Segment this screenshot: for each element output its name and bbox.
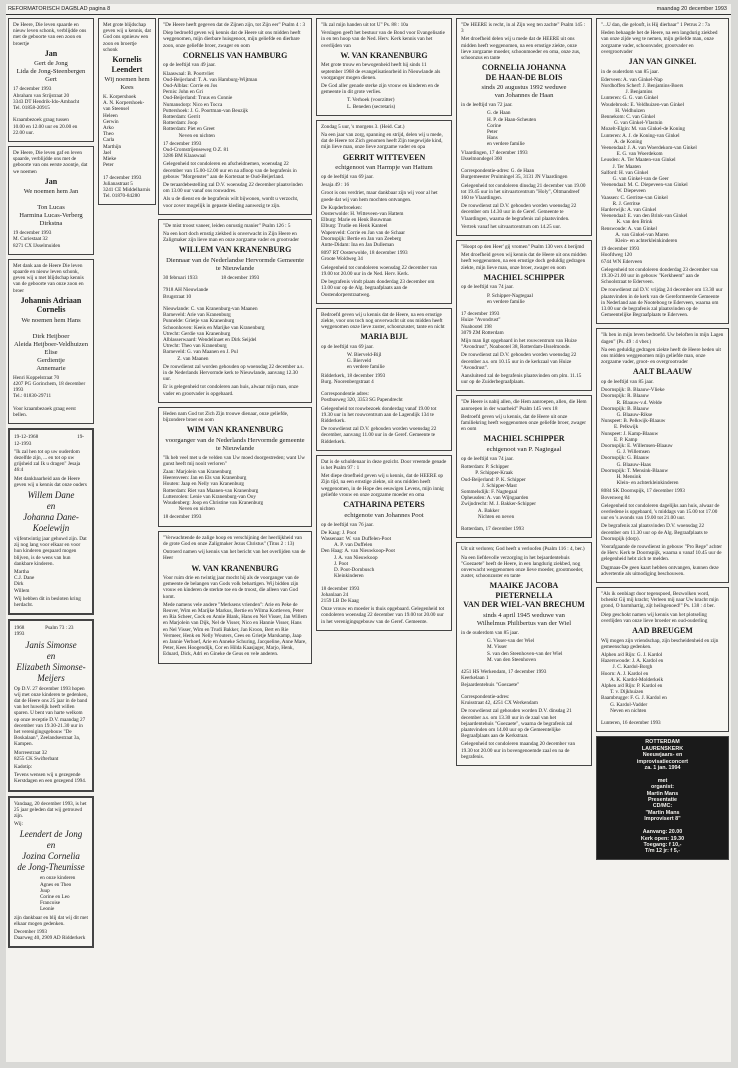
announcement-text: ROTTERDAM LAURENSKERK Neeuwjaars- en improvisatieconcert za. 1 jan. 1994 met organist: Martin Mans Presentatie CD/MC: "Martin Mans Improvisert 8" Aanvang: 20.00 Kerk open: 19.30 Toegang: f 10,- T/m 12 jr: f 5,- bbox=[636, 739, 689, 855]
column-6 bbox=[596, 18, 729, 1056]
announcement-text: echtgenote van Johannes Poot bbox=[344, 511, 424, 519]
column-2 bbox=[98, 18, 156, 1056]
announcement-text: Bedroefd geven wij u kennis dat de Heere, na een ernstige ziekte, voor ons toch nog onverwacht uit ons midden heeft weggenomen onze lieve zuster, schoonzuster, tante en nicht bbox=[321, 311, 445, 331]
announcement-text: Vlaardingen, 17 december 1993 IJsselmondegel 360 Correspondentie-adres: G. de Haan Burgemeester Pruimingel 35, 3131 JN Vlaardingen bbox=[461, 149, 568, 181]
announcement-text: De Kaag: J. Poot Wassenaar: W. van Duffelen-Poot A. P. van Duffelen Den Haag: A. van Nieuwkoop-Poot J. A. van Nieuwkoop J. Poot D. Poot-Dornbusch Kleinkinderen 18 december 1993 Johanlaan 24 2159 LB De Kaag bbox=[321, 529, 395, 605]
announcement-text: "Ik zal hen tot op uw ouderdom dezelfde zijn, ... en tot op uw grijsheid zal Ik u dragen" Jesaja 46:4 bbox=[14, 448, 81, 474]
announcement-text: Gelegenheid tot condoleren woensdag 22 december van 19.00 tot 20.00 uur in de Ned. Herv. Kerk. bbox=[321, 264, 438, 277]
announcement-text: Voor ruim drie en twintig jaar mocht hij als de voorganger van de gemeente de belangen van Gods volk behartigen. Wij bidden zijn vrouw en kinderen de sterkte toe en de troost, die alleen van God komt. bbox=[163, 575, 299, 600]
announcement-text: Alphen a/d Rijn: G. J. Kardol Hazerswoude: J. A. Kardol en J. C. Kardol-Borgh Hoorn: A. J. Kardol en A. K. Kardol-Molderkeik Alphen a/d Rijn: P. Kardol en T. v. Dijkhuizen Baambrugge: F. G. J. Kardol en G. Kardol-Vadder Neven en nichten Lunteren, 16 december 1993 bbox=[601, 651, 667, 727]
announcement-text: Gelegenheid tot condoleren en afscheidnemen, woensdag 22 december van 15.00-12.00 uur en na afloop van de begrafenis in gebouw "Morgenster" aan de Korteraat te Oud-Beijerland. bbox=[163, 161, 297, 180]
announcement-text: P. Schipper-Nagtegaal en verdere familie 17 december 1993 Huize "Avondrust" Noabootel 198 3079 ZM Rotterdam bbox=[461, 292, 533, 336]
announcement-text: Met grote trouw en bewogenheid heeft hij sinds 11 september 1968 de evangelisatiearbeid in Nieuwlande als voorganger mogen dienen. bbox=[321, 62, 441, 81]
announcement-text: Na een geduldig gedragen ziekte heeft de Heere heden uit ons midden weggenomen mijn geliefde man, onze zorgzame vader, groot- en overgrootvader bbox=[601, 346, 721, 366]
announcement-text: en onze kinderen Agnes en Theo Juup Corine en Leo Francoise Leonie bbox=[39, 875, 76, 913]
announcement bbox=[316, 18, 452, 116]
announcement-text: T. Verhoek (voorzitter) L. Beneden (secretaris) bbox=[346, 97, 396, 110]
announcement-text: De rouwdienst zal D.V. gehouden worden woensdag 22 december a.s. om 10.15 uur in de kerkzaal van Huize "Avondrust". bbox=[461, 352, 577, 371]
announcement-text: Na een liefdevolle verzorging in het bejaardentehuis "Goezaete" heeft de Heere, in een langdurig ziekbed, nog onverwacht weggenomen onze lieve moeder, grootmoeder, zuster, schoonzuster en tante bbox=[461, 554, 584, 580]
announcement bbox=[456, 542, 592, 766]
announcement-text: 17 december 1993 Oud-Cromstrijenseweg O.Z. 81 3286 BM Klaaswaal bbox=[163, 140, 229, 160]
announcement-text: "De Heere is nabij allen, die Hem aanroepen, allen, die Hem aanroepen in der waarheid" Psalm 145 vers 18 bbox=[461, 399, 587, 412]
announcement-text: G. Visser-van der Wiel M. Visser S. van den Steenhoven-van der Wiel M. van den Steenhoven 4251 HS Werkendam, 17 december 1993 Keerkelaan 1 Bejaardentehuis "Goezaete" Correspondentie-adres: Kruisstraat 42, 4251 CX Werkendam bbox=[461, 638, 563, 707]
announcement bbox=[158, 531, 312, 664]
announcement-text: Henri Koppelstraat 70 4207 PG Gorinchem, 18 december 1993 Tel.: 01830-29711 Voor kraambezoek graag eerst bellen. bbox=[13, 374, 86, 419]
announcement-name: W. VAN KRANENBURG bbox=[340, 50, 428, 60]
announcement-text: "Verwachtende de zalige hoop en verschijning der heerlijkheid van de grote God en onze Zaligmaker Jezus Christus" (Titus 2 : 13) bbox=[163, 534, 302, 547]
announcement-text: G. de Haan H. P. de Haan-Scheuten Corine Peter Hans en verdere familie bbox=[486, 110, 537, 148]
announcement bbox=[596, 736, 729, 859]
announcement bbox=[8, 259, 94, 424]
announcement-text: "...U dan, die gelooft, is Hij dierbaar" 1 Petrus 2 : 7a bbox=[601, 22, 710, 28]
announcement-text: sinds 20 augustus 1992 weduwe van Johannes de Haan bbox=[481, 84, 567, 100]
newspaper-page bbox=[6, 4, 731, 1062]
announcement-text: Met droefheid delen wij u mede dat de HEERE uit ons midden heeft weggenomen, na een ernstige ziekte, onze lieve zorgzame moeder, schoonmoeder en oma, onze zus, schoonzus en tante bbox=[461, 36, 581, 62]
announcement bbox=[316, 455, 452, 631]
announcement-text: "Ik heb veel met u de velden van Uw moed doorgestreden; want Uw gunst heeft mij nooit verloren" bbox=[163, 454, 306, 467]
announcement-text: Diep geschokt namen wij kennis van het plotseling overlijden van onze lieve broeder en oud-ouderling bbox=[601, 611, 708, 624]
announcement-name: GERRIT WITTEVEEN bbox=[342, 152, 426, 162]
announcement-text: op de leeftijd van 76 jaar. bbox=[321, 521, 374, 528]
announcement-text: echtgenoot van Harmpje van Hattum bbox=[335, 164, 433, 172]
column-1 bbox=[8, 18, 94, 1056]
announcement-text: De teraardebestelling zal D.V. woensdag 22 december plaatsvinden om 13.00 uur vanaf ons rouwadres. bbox=[163, 181, 303, 195]
announcement-text: We noemen hem Hans Dirk Heijboer Aleida Heijboer-Veldhuizen Elise Gerdientje Annemarie bbox=[13, 316, 89, 372]
announcement-text: op de leeftijd van 49 jaar. bbox=[163, 62, 216, 69]
announcement bbox=[8, 428, 94, 615]
announcement-text: 19-12-1968 19-12-1993 bbox=[14, 434, 85, 447]
announcement-text: Gert de Jong Lida de Jong-Steenbergen Gert bbox=[16, 60, 86, 84]
announcement-text: Jesaja 49 : 16 bbox=[321, 182, 350, 189]
announcement-name: AAD BREUGEM bbox=[632, 626, 693, 636]
announcement-text: W. Bierveld-Bijl G. Bierveld en verdere familie bbox=[346, 352, 385, 371]
announcement-text: Uit uit verloren; God heeft u verloofen (Psalm 116 : 4, ber.) bbox=[461, 546, 585, 553]
announcement-text: Dat is de schuldenaar in deze gezicht. Door vreemde genade is het Psalm 97 : 1 bbox=[321, 458, 447, 472]
announcement-name: MACHIEL SCHIPPER bbox=[483, 434, 565, 444]
announcement-text: Zondag 5 uur, 's morgens 3. (Heid. Cat.) bbox=[321, 123, 405, 130]
announcement-text: 18 december 1993 bbox=[163, 514, 202, 521]
announcement-text: 8084 SK Doornspijk, 17 december 1993 Bovenweg 84 bbox=[601, 488, 685, 501]
announcement-text: De begrafenis zal plaatsvinden D.V. woensdag 22 december om 11.30 uur op de Alg. Begraafplaats te Doornspijk (dorp). bbox=[601, 523, 708, 542]
announcement-text: in de leeftijd van 72 jaar. bbox=[461, 102, 513, 109]
announcement-text: 30 februari 1933 18 december 1993 7918 AH Nieuwlande Brugstraat 10 Nieuwlande: C. van Kranenburg-van Maanen Barneveld: Arie van Kranenburg Punnelde: Grietje van Kranenburg Schoonhoven: Keeis en Marijke van Kranenburg Utrecht: Gerdie van Kranenburg Alblasserwaard: Wendelinaet en Dirk Seijdel Utrecht: Theo van Kranenburg Barneveld: G. van Maanen en J. Pul Z. van Maanen bbox=[163, 274, 265, 362]
announcement-text: De Kupderbroeken: Oosterwolde: H. Witteveen-van Hattem Elburg: Marie en Henk Bouwman Elburg: Trudie en Henk Kanteel Wapenveld: Corrie en Jan van de Schaar Doornspijk: Bertie en Jan van Zeeberg Antte-Didam: Ina en Jan Dulleman bbox=[321, 204, 405, 249]
announcement-text: op de leeftijd van 69 jaar. bbox=[321, 343, 374, 350]
announcement-text: Mijn man ligt opgebaard in het rouwcentrum van Huize "Avondrust", Noabootel 38, Rotterdam-IJsselmonde. bbox=[461, 338, 577, 351]
announcement-text: zijn dankbaar en blij dat wij dit met elkaar mogen gedenken. bbox=[14, 914, 88, 927]
announcement-text: Na een jaar van zorg, spanning en strijd, delen wij u mede, dat de Heere tot Zich genomen heeft Zijn toegewijde kind, mijn lieve man, onze lieve zorgzame vader en opa bbox=[321, 131, 443, 151]
announcement-text: Er is gelegenheid tot condoleren aan huis, alwaar mijn man, onze vader en grootvader is opgebaard. bbox=[163, 384, 299, 397]
announcement-text: Op D.V. 27 december 1993 hopen wij met onze kinderen te gedenken, dat de Heere ons 25 jaar in de band van het huwelijk heeft willen sparen. U bent van harte welkom op onze receptie D.V. maandag 27 december van 19.30-21.30 uur in het verenigingsgebouw "De Boskalaan", Zeelandsestraat 3a, Kampen. bbox=[14, 685, 88, 748]
announcement-text: Wij hebben dit in besloten kring herdacht. bbox=[14, 595, 81, 608]
announcement-text: Met grote blijdschap geven wij u kennis, dat God ons opnieuw een zoon en broertje schonk bbox=[103, 22, 151, 53]
announcement-text: 19 december 1993 M. Curiestaat 32 8271 CX IJsselmuiden bbox=[13, 230, 61, 249]
column-4 bbox=[316, 18, 452, 1056]
announcement-text: sinds 4 april 1945 weduwe van Wilhelmus Philibertus van der Wiel bbox=[476, 611, 572, 627]
announcement-name: WIM VAN KRANENBURG bbox=[186, 425, 284, 435]
announcement-text: op de leeftijd van 69 jaar. bbox=[321, 174, 374, 181]
announcement-name: CATHARINA PETERS bbox=[343, 500, 425, 510]
announcement-text: Martha C.J. Dane Dirk Willem bbox=[14, 568, 35, 594]
announcement-text: "Ik zal mijn handen uit tot U" Ps. 88 : 10a bbox=[321, 22, 409, 28]
announcement-text: Gelegenheid tot condoleren dinsdag 21 december van 19.00 tot 19.45 uur in het uitvaartcentrum "Holy", Oltmandreef 160 te Vlaardingen. bbox=[461, 182, 586, 202]
announcement-text: 17 december 1993 Abraham van Strijstraat 20 3343 DT Hendrik-Ido-Ambacht Tel. 01858-20915 Kraambezoek graag tussen 10.00 en 12.00 uur en 20.00 en 22.00 uur. bbox=[13, 86, 80, 136]
announcement bbox=[316, 308, 452, 451]
announcement-text: Janis Simonse en Elizabeth Simonse-Meijers bbox=[16, 639, 86, 683]
announcement-text: 1968 Psalm 73 : 23 1993 bbox=[14, 625, 92, 638]
announcement-text: We noemen hem Jan Ton Lucas Harmina Lucas-Verberg Dirkstna bbox=[19, 188, 83, 228]
announcement-text: Vertrek vanaf het uitvaartcentrum om 14.25 uur. bbox=[461, 223, 561, 230]
announcement-text: in de ouderdom van 85 jaar. bbox=[601, 68, 659, 75]
announcement-text: "Hoopt op den Heer' gij vromen" Psalm 130 vers 4 berijmd bbox=[461, 244, 585, 251]
announcement-text: Gelegenheid tot condoleren maandag 20 december van 19.30 tot 20.00 uur in bovengenoemde zaal en na de begrafenis. bbox=[461, 741, 576, 760]
announcement bbox=[596, 18, 729, 324]
announcement-text: "De HEERE is recht, in al Zijn weg ten zachte" Psalm 145 : 3 bbox=[461, 22, 586, 35]
announcement-text: voorganger van de Nederlands Hervormde gemeente te Nieuwlande bbox=[165, 436, 307, 452]
announcement-text: De Heere, Die leven gaf en leven spaarde, verblijdde ons met de geboorte van ons eerste zoontje, dat we noemen bbox=[13, 149, 88, 175]
announcement-text: Onze vrouw en moeder is thuis opgebaard. Gelegenheid tot condoleren woensdag 22 december van 19.00 tot 20.00 uur in het verenigingsgebouw van de Geref. Gemeente. bbox=[321, 606, 445, 625]
announcement-name: WILLEM VAN KRANENBURG bbox=[178, 245, 292, 255]
announcement-text: Wij noemen hem Kees bbox=[104, 76, 152, 92]
announcement-text: Mede namens vele andere "Merksens vrienden": Arie en Peke de Reuver, Wim en Marijke Markus, Bertie en Wilma Kortleven, Peter en Ria Scheer, Cock en Annie Blank, Hans en Nel Visser, Jan Willem en Marjolein van Dijk, Nel de Visser, Nico en Hannie Visser, Hans en Nel Visser, Wim en Trudi Bakker, Jan Kroon, Bert en Rie Vermeer, Henk en Nelly Wouters, Cees en Grietje Marskamp, Jaap en Jannie Verhoef, Arie en Anneke Schuring, Jacqueline, Anne Mare, Peter, Kees Hoogendijk, Cor en Hilda Kaasjager, Marjo, Henk, Eduard, Dick, Adri en Gineke de Geus en vele anderen. bbox=[163, 601, 307, 658]
announcement-text: Wij mogen zijn vriendschap, zijn bescheidenheid en zijn gemeenschap gedenken. bbox=[601, 637, 719, 650]
announcement-name: Jan bbox=[44, 176, 58, 186]
announcement bbox=[8, 18, 94, 142]
announcement-text: Ridderkerk, 18 december 1993 Burg. Noorenbergstraat 4 Correspondentie adres: Postbusweg 320, 3353 SG Papendrecht bbox=[321, 372, 403, 404]
announcement bbox=[596, 328, 729, 583]
announcement-name: MAAIKE JACOBA PIETERNELLA VAN DER WIEL-VAN BRECHUM bbox=[463, 581, 585, 610]
announcement bbox=[158, 219, 312, 403]
announcement-text: K. Korpershoek A. N. Korpershoek-van Steensel Heleen Gerwin Arko Theo Carla Marthijn Jael Mieke Peter 17 december 1993 Julianastraat 5 3241 CE Middelharnis Tel. 01870-84280 bbox=[103, 94, 151, 200]
announcement-text: Ederveen: A. van Ginkel-Nap Nordhoffen Scherf: J. Benjamins-Boers J. Benjamins Lunteren: G. G. van Ginkel Woudebrook: E. Veldhuizen-van Ginkel H. Veldhuizen Bennekom: C. van Ginkel G. van Ginkel-Vlastuin Mozelt-Elgin: M. van Ginkel-de Koning Lunteren: A. J. de Koning-van Ginkel A. de Koning Veenendaal: J. A. van Woerdekom-van Ginkel E. G. van Woerdekom Leusden: A. Ter Maaten-van Ginkel J. Ter Maaten Salford: H. van Ginkel G. van Ginkel-van de Geer Veenendaal: M. C. Diepeveen-van Ginkel W. Diepeveen Vaassen: C. Gerritse-van Ginkel R. J. Gerritse Harderwijk: A. van Ginkel Veenendaal: E. van den Brink-van Ginkel K. van den Brink Renswoude: A. van Ginkel A. van Ginkel-van Maren Klein- en achterkleinkinderen bbox=[601, 76, 697, 244]
announcement-name: CORNELIS VAN HAMBURG bbox=[182, 50, 288, 60]
announcement-text: Willem Dane en Johanna Dane-Koelewijn bbox=[23, 489, 79, 533]
announcement-text: "Als ik oenbiagt door tegenspoed, Bezwolken word, bchenkt Gij mij kracht; Verleen mij naar Uw kracht mijn grond, O barmhartig, zijt heilsgenoed!" Ps. 138 : 4 ber. bbox=[601, 591, 719, 610]
announcement bbox=[316, 120, 452, 304]
announcement-name: MARIA BIJL bbox=[360, 332, 408, 342]
announcement bbox=[456, 395, 592, 538]
announcement-text: Dagmaas-De geen kaart hebben ontvangen, kunnen deze advertentie als uitnodiging beschouwen. bbox=[601, 564, 719, 577]
announcement-text: December 1993 Daarweg 40, 2909 AD Ridderkerk bbox=[14, 929, 86, 942]
announcement-name: Jan bbox=[44, 48, 58, 58]
announcement-text: Zaan: Marjolein van Kranenburg Heerenveen: Jan en Els van Kranenburg Houten: Jaap en Nelly van Kranenburg Rotterdam: Riet van Maanen-van Kranenburg Luttenrolen: Lenie van Kranenburg-van Ooy Woudenberg: Joop en Christine van Kranenburg Neven en nichten bbox=[163, 469, 264, 513]
announcement-text: De rouwdienst zal D.V. gehouden worden woensdag 22 december, aanvang 11.00 uur in de Geref. Gemeente te Ridderkerk. bbox=[321, 426, 437, 445]
announcement-text: Rotterdam: P. Schipper P. Schipper-Kraak Oud-Beijerland: P. K. Schipper J. Schipper-Mast Sommelsdijk: F. Nagtegaal Opheusden: A. van Wijngaarden Zwijndrecht: M. J. Bakker-Schipper A. Bakker Nichten en neven Rotterdam, 17 december 1993 bbox=[461, 464, 536, 533]
announcement-text: "De mist troost vaneer, leiden onrustig manier" Psalm 126 : 5 bbox=[163, 222, 291, 229]
announcement-text: Gelegenheid tot condoleren dagelijks aan huis, alwaar de overledene is opgebaard, 's middags van 15.00 tot 17.00 uur en 's avonds van 19.00 tot 21.00 uur. bbox=[601, 502, 720, 522]
announcement-text: De rouwdienst zal D.V. gehouden worden woensdag 22 december om 14.30 uur in de Geref. Gemeente te Vlaardingen, waarna de begrafenis zal plaatsvinden. bbox=[461, 203, 577, 222]
announcement-text: De begrafenis vindt plaats donderdag 23 december om 13.00 uur op de Alg. begraafplaats aan de Oostendorperstraatweg. bbox=[321, 279, 435, 298]
announcement-text: Gelegenheid tot condoleren donderdag 23 december van 19.30-21.00 uur in gebouw "Kerkheem" aan de Schoolstraat te Ederveen. bbox=[601, 266, 719, 286]
announcement-text: Tevens wensen wij u gezegende Kerstdagen en een gezegend 1994. bbox=[14, 772, 87, 785]
announcement-text: Met dank aan de Heere Die leven spaarde en nieuw leven schonk, geven wij u met blijdschap kennis van de geboorte van onze zoon en broer bbox=[13, 262, 84, 294]
announcement-text: Met droefheid geven wij kennis dat de Heere uit ons midden heeft weggenomen, na een ernstige doch geduldig gedragen ziekte, mijn lieve man, onze broer, zwager en oom bbox=[461, 252, 587, 271]
announcement bbox=[8, 146, 94, 255]
announcement-text: "De Heere heeft gegeven dat de Zijnen zijn, tot Zijn eer" Psalm 4 : 3 bbox=[163, 22, 306, 28]
announcement-text: op de leeftijd van 85 jaar. bbox=[601, 378, 654, 385]
announcement-text: Diennaar van de Nederlandse Hervormde Gemeente te Nieuwlande bbox=[166, 256, 306, 272]
announcement-name: MACHIEL SCHIPPER bbox=[483, 272, 565, 282]
announcement-text: De God aller genade sterke zijn vrouw en kinderen en de gemeente in dit grote verlies. bbox=[321, 82, 440, 96]
announcement-name: CORNELIA JOHANNA DE HAAN-DE BLOIS bbox=[481, 63, 567, 82]
announcement-text: Leendert de Jong en Jozina Cornelia de Jong-Theunisse bbox=[17, 829, 85, 873]
announcement-name: W. VAN KRANENBURG bbox=[191, 563, 279, 573]
announcement-text: Kadotip: bbox=[14, 764, 33, 770]
announcement-text: 19 december 1993 Hoofdweg 120 6744 WN Ederveen bbox=[601, 246, 643, 265]
announcement-text: Ontroerd namen wij kennis van het bericht van het overlijden van de Heer bbox=[163, 549, 306, 562]
announcement bbox=[158, 407, 312, 527]
announcement-text: Doornspijk: B. Blaauw-Vlieke Doornspijk: R. Blaauw R. Blaauw-v.d. Welde Doornspijk: B. Blaauw G. Blaauw-Rikse Nunspeet: B. Pelkwijk-Blaauw E. Pelkwijk Nunspeet: J. Kamp-Blaauw E. P. Kamp Doornspijk: E. Willemsen-Blaauw G. J. Willemsen Doornspijk: G. Blaauw G. Blaauw-Haas Doornspijk: T. Mensink-Blaauw H. Mensink Klein- en achterkleinkinderen bbox=[601, 387, 679, 487]
announcement-text: Na een kort doch ernstig ziekbed is onverwacht in Zijn Heere en Zaligmaker zijn lieve man en onze zorgzame vader en grootvader bbox=[163, 230, 300, 244]
announcement-text: op de leeftijd van 74 jaar. bbox=[461, 455, 514, 462]
announcement-text: De rouwdienst zal D.V. vrijdag 24 december om 13.30 uur plaatsvinden in de kerk van de Gereformeerde Gemeente in Nederland aan de Nooteboog te Ederveen, waarna om 13.00 uur de begrafenis zal plaatsvinden op de Gemeentelijke Begraafplaats te Ederveen. bbox=[601, 287, 723, 319]
announcement-name: Johannis Adriaan Cornelis bbox=[20, 295, 84, 315]
announcement bbox=[158, 18, 312, 215]
announcement-text: "Ik ben in mijn leven bedroefd. Uw beloften in mijn Lagen dagen" (Ps. 49 : 4 vber.) bbox=[601, 332, 724, 345]
announcement bbox=[456, 240, 592, 391]
announcement-text: Klaaswaal: B. Poortvliet Oud-Beijerland: T. A. van Hamburg-Wijtman Oud-Alblas: Corrie en Jos Pernis: John en Gri Oud-Beijerland: Truus en Connie Numansdorp: Nico en Tocca Puttershoek: J. G. Poortman-van Beuzijk Rotterdam: Gerrit Rotterdam: Joop Rotterdam: Piet en Greet Neven en nichten bbox=[163, 70, 258, 139]
announcement-text: Voorafgaande de rouwdienst in gebouw "Pro Rege" achter de Herv. Kerk te Doornspijk, waarna u vanaf 10.45 uur de gelegenheid hebt zich te melden. bbox=[601, 544, 722, 563]
announcement-text: De rouwdienst zal worden gehouden op woensdag 22 december a.s. in de Nederlands Hervormde kerk te Nieuwlande, aanvang 12.30 uur. bbox=[163, 363, 304, 383]
announcement-text: Wij: bbox=[14, 821, 24, 828]
announcement-text: De rouwdienst zal gehouden worden D.V. dinsdag 21 december a.s. om 13.30 uur in de zaal van het bejaardentehuis "Goezaete", waarna de begrafenis zal plaatsvinden om 14.00 uur op de Gemeentelijke Begraafplaats aan de Kerkstraat. bbox=[461, 708, 573, 740]
announcement-name: AALT BLAAUW bbox=[632, 367, 693, 377]
announcement bbox=[8, 796, 94, 949]
announcement-text: Vandaag, 20 december 1993, is het 25 jaar geleden dat wij getrouwd zijn. bbox=[14, 800, 87, 820]
announcement-text: Als u de dienst en de begrafenis wilt bijwonen, wordt u verzocht, voor zover mogelijk in gepaste kleding aanwezig te zijn. bbox=[163, 196, 299, 209]
announcement-name: Kornelis Leendert bbox=[111, 55, 144, 74]
column-5 bbox=[456, 18, 592, 1056]
announcement-text: vijfentwintig jaar gehuwd zijn. Dat zij nog lang voor elkaar en voor hun kinderen gespaard mogen blijven, is de wens van hun dankbare kinderen. bbox=[14, 535, 87, 567]
announcement-text: Verslagen geeft het bestuur van de Bond voor Evangelisatie in en ten hoop van de Ned. Herv. Kerk kennis van het overlijden van bbox=[321, 30, 445, 49]
masthead-left: REFORMATORISCH DAGBLAD pagina 8 bbox=[8, 6, 111, 12]
announcement-text: Aansluitend zal de begrafenis plaatsvinden om plm. 11.15 uur op de Zuiderbegraafplaats. bbox=[461, 373, 582, 386]
announcement-text: Heden behaagde het de Heere, na een langdurig ziekbed van onze zijde weg te nemen, mijn geliefde man, onze zorgzame vader, schoonvader, grootvader en overgrootvader bbox=[601, 30, 718, 55]
announcement-text: Gelegenheid tot rouwbezoek donderdag vanaf 19.00 tot 19.30 uur in het rouwcentrum aan de Lagendijk 134 te Ridderkerk. bbox=[321, 405, 437, 425]
announcement-text: Bedroefd geven wij u kennis, dat de Heere uit onze familiekring heeft weggenomen onze geliefde broer, zwager en oom bbox=[461, 413, 586, 433]
announcement bbox=[98, 18, 156, 205]
announcement bbox=[8, 619, 94, 791]
announcement-text: Morreestraat 32 8255 CK Swifterbant bbox=[14, 749, 59, 762]
announcement bbox=[456, 18, 592, 236]
announcement-text: Heden nam God tot Zich Zijn trouwe dienaar, onze geliefde, bijzondere broer en oom bbox=[163, 410, 289, 423]
masthead bbox=[6, 4, 731, 15]
announcement-text: in de ouderdom van 85 jaar. bbox=[461, 629, 519, 636]
announcement-text: Groot is ons verdriet, maar dankbaar zijn wij voor al het goede dat wij van hem mochten ontvangen. bbox=[321, 190, 438, 203]
announcement-text: op de leeftijd van 74 jaar. bbox=[461, 284, 514, 291]
announcement-text: echtgenoot van P. Nagtegaal bbox=[486, 445, 562, 453]
announcement-text: 8097 RT Oosterwolde, 18 december 1993 Groote Woldweg 34 bbox=[321, 250, 408, 263]
announcement-text: Met diepe droefheid geven wij u kennis, dat de HEERE op Zijn tijd, na een ernstige ziekte, uit ons midden heeft weggenomen, in de Hope des eeuwigen Levens, mijn innig geliefde vrouw en onze zorgzame moeder en oma bbox=[321, 473, 444, 498]
masthead-date: maandag 20 december 1993 bbox=[656, 6, 727, 12]
announcement bbox=[596, 587, 729, 732]
announcement-text: Diep bedroefd geven wij kennis dat de Heere uit ons midden heeft weggenomen, mijn dierbare huisgenoot, mijn geliefde en dierbare zoon, onze geliefde broer, zwager en oom bbox=[163, 30, 301, 49]
announcement-text: Met dankbaarheid aan de Heere geven wij u kennis dat onze ouders bbox=[14, 475, 87, 488]
column-3 bbox=[158, 18, 312, 1056]
announcement-text: De Heere, Die leven spaarde en nieuw leven schonk, verblijdde ons met de geboorte van een zoon en broertje bbox=[13, 22, 87, 47]
announcement-name: JAN VAN GINKEL bbox=[628, 57, 697, 67]
